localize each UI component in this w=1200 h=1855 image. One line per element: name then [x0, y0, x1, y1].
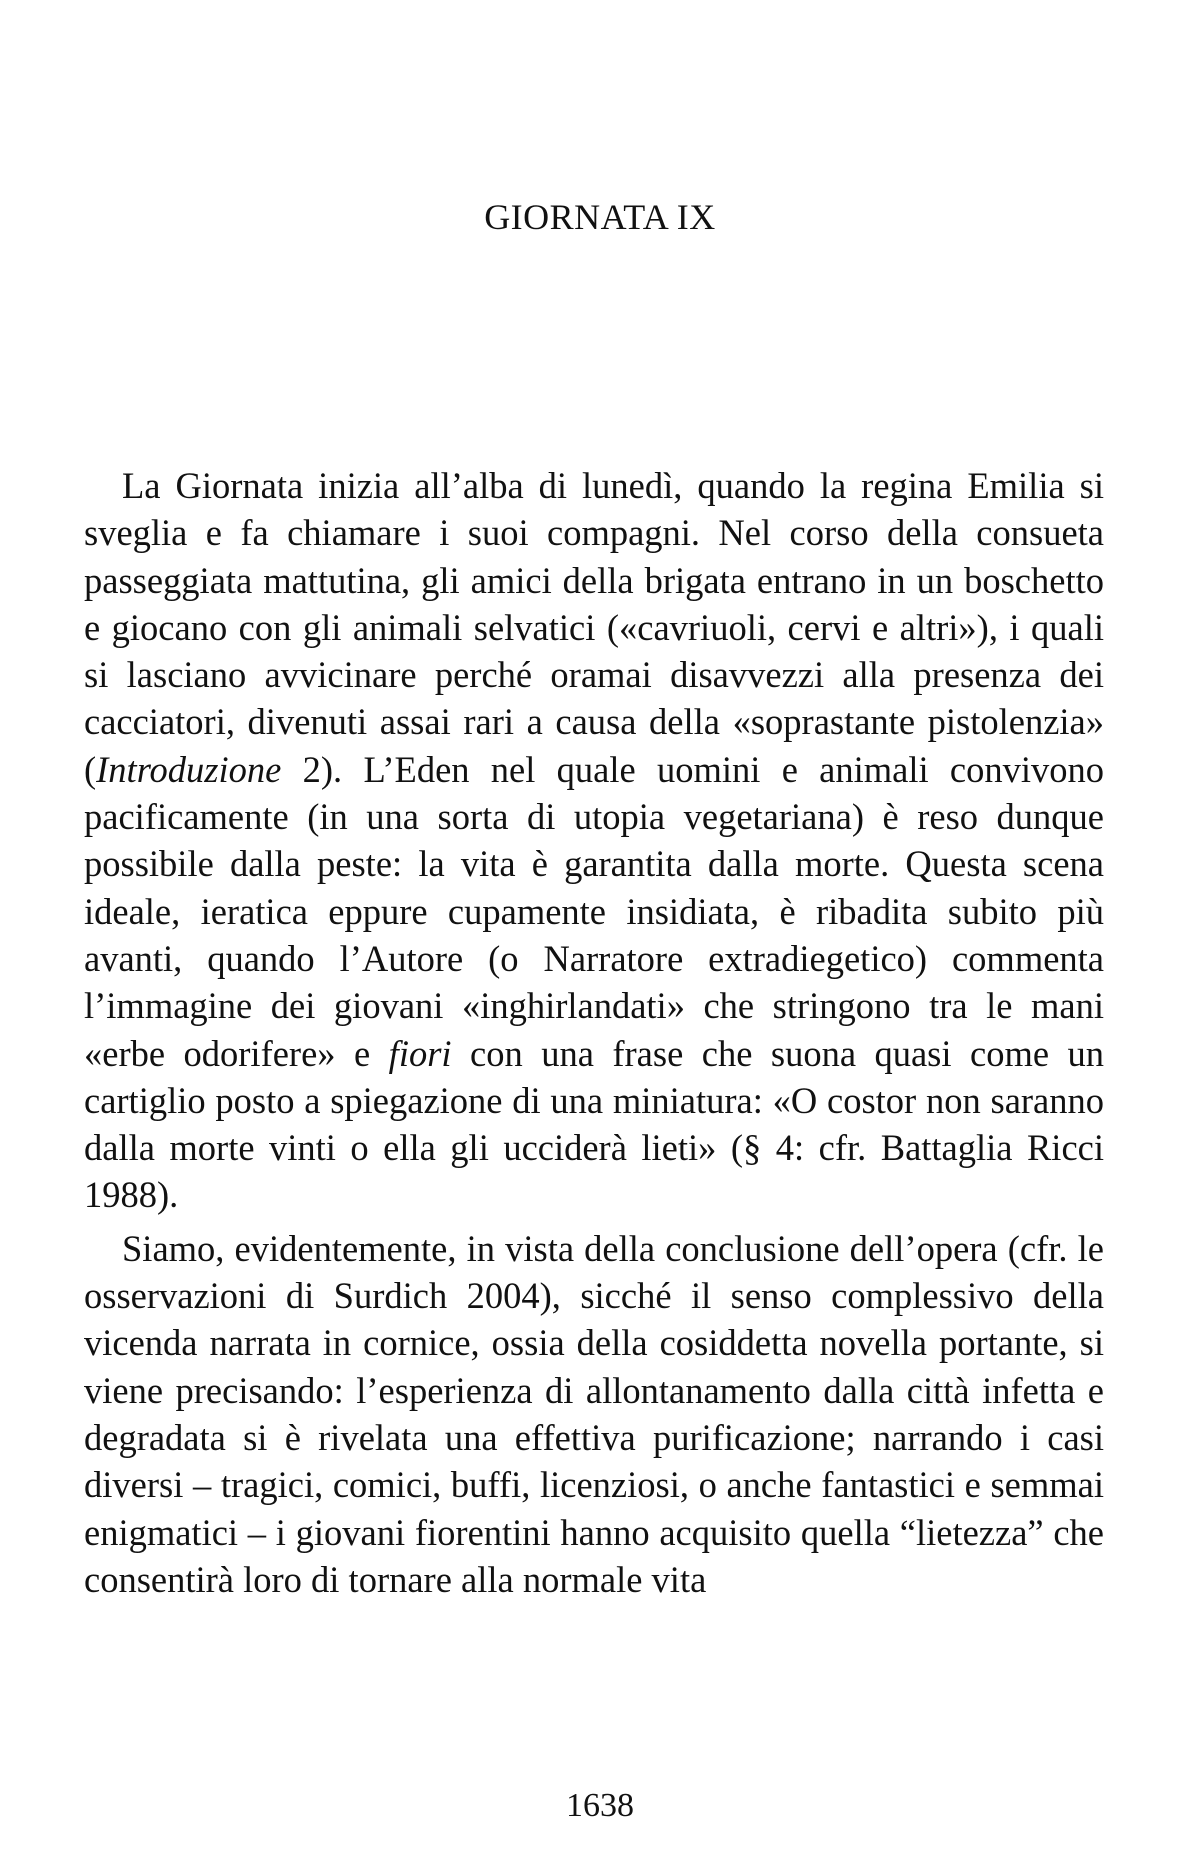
body-text	[84, 462, 1104, 1603]
paragraph-1-italic-introduzione: Introduzione	[96, 748, 282, 790]
paragraph-1-text-c: con una frase che suona quasi come un cartiglio posto a spiegazione di una miniatura: «O costor non saranno dalla morte vinti o ella gli ucciderà lieti» (§ 4: cfr. Battaglia Ricci 1988).	[84, 1032, 1104, 1216]
paragraph-1-italic-fiori: fiori	[388, 1032, 452, 1074]
page-number: 1638	[566, 1787, 634, 1824]
paragraph-1-text-a: La Giornata inizia all’alba di lunedì, quando la regina Emilia si sveglia e fa chiamare i suoi compagni. Nel corso della consueta passeggiata mattutina, gli amici della brigata entrano in un boschetto e giocano con gli animali selvatici («cavriuoli, cervi e altri»), i quali si lasciano avvicinare perché oramai disavvezzi alla presenza dei cacciatori, divenuti assai rari a causa della «soprastante pistolenzia» (	[84, 465, 1104, 790]
paragraph-1-text-b: 2). L’Eden nel quale uomini e animali convivono pacificamente (in una sorta di utopia vegetariana) è reso dunque possibile dalla peste: la vita è garantita dalla morte. Questa scena ideale, ieratica eppure cupamente insidiata, è ribadita subito più avanti, quando l’Autore (o Narratore extradiegetico) commenta l’immagine dei giovani «inghirlandati» che stringono tra le mani «erbe odorifere» e	[84, 748, 1104, 1074]
paragraph-2: Siamo, evidentemente, in vista della conclusione dell’opera (cfr. le osservazioni di Surdich 2004), sicché il senso complessivo della vicenda narrata in cornice, ossia della cosiddetta novella portante, si viene precisando: l’esperienza di allontanamento dalla città infetta e degradata si è rivelata una effettiva purificazione; narrando i casi diversi – tragici, comici, buffi, licenziosi, o anche fantastici e semmai enigmatici – i giovani fiorentini hanno acquisito quella “lietezza” che consentirà loro di tornare alla normale vita	[84, 1227, 1104, 1600]
paragraph-1	[84, 462, 1104, 1219]
page-title: GIORNATA IX	[484, 197, 716, 237]
